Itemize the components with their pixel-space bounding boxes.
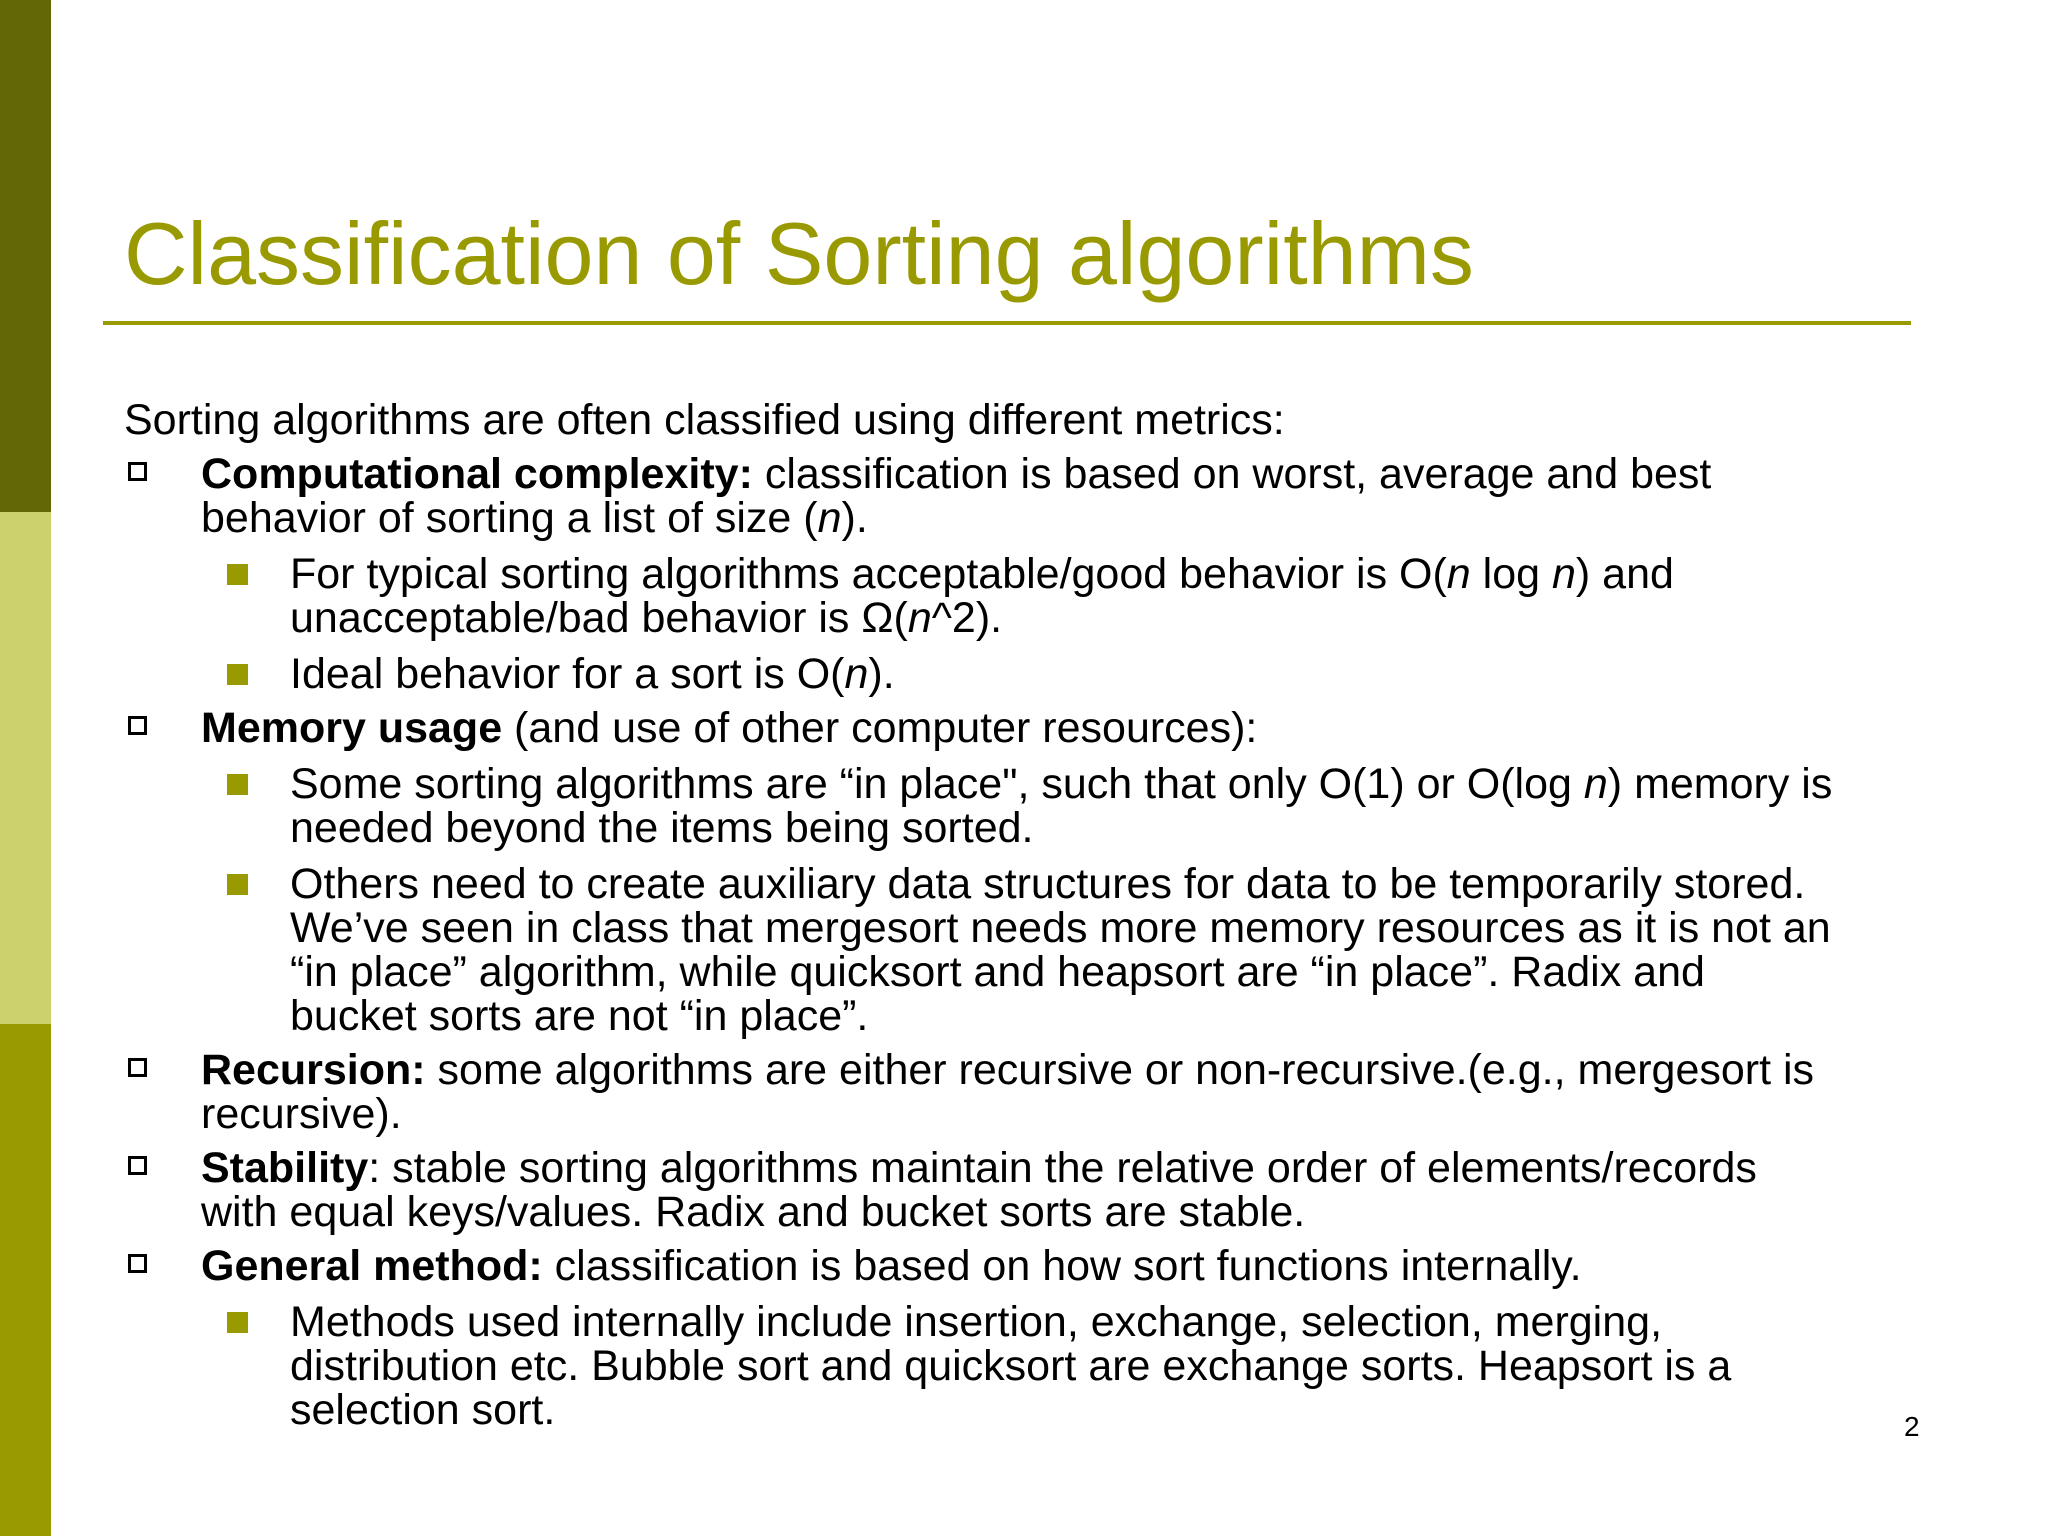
sub-bullet-text: Ideal behavior for a sort is O(	[290, 650, 845, 698]
filled-square-bullet-icon	[227, 874, 248, 895]
slide-title: Classification of Sorting algorithms	[124, 204, 1474, 303]
sub-bullet-line	[290, 652, 1924, 696]
bullet-line	[201, 496, 1924, 540]
bullet-text: classification is based on worst, average and best	[752, 450, 1712, 498]
bullet-heading: Computational complexity:	[201, 450, 753, 498]
sub-bullet-line: bucket sorts are not “in place”.	[290, 992, 869, 1040]
sub-bullet-text: ^2).	[931, 594, 1003, 642]
sub-bullet-line: Others need to create auxiliary data structures for data to be temporarily stored.	[290, 860, 1806, 908]
intro-text: Sorting algorithms are often classified using different metrics:	[124, 396, 1285, 444]
left-bar-light	[0, 512, 51, 1024]
bullet-heading: Memory usage	[201, 704, 503, 752]
filled-square-bullet-icon	[227, 664, 248, 685]
left-bar-dark	[0, 0, 51, 512]
bullet-heading: Stability	[201, 1144, 369, 1192]
bullet-memory-usage	[124, 706, 1924, 750]
sub-bullet-line: needed beyond the items being sorted.	[290, 804, 1034, 852]
sub-bullet-line: “in place” algorithm, while quicksort and heapsort are “in place”. Radix and	[290, 948, 1705, 996]
page-number: 2	[1904, 1411, 1920, 1442]
sub-bullet-line: selection sort.	[290, 1386, 556, 1434]
bullet-line	[201, 1048, 1924, 1092]
sub-bullet-text: Some sorting algorithms are “in place", such that only O(1) or O(log	[290, 760, 1584, 808]
filled-square-bullet-icon	[227, 1312, 248, 1333]
sub-bullet-line	[290, 762, 1924, 806]
bullet-line	[201, 706, 1924, 750]
hollow-square-bullet-icon	[128, 1156, 147, 1175]
bullet-text: : stable sorting algorithms maintain the relative order of elements/records	[368, 1144, 1757, 1192]
hollow-square-bullet-icon	[128, 462, 147, 481]
left-bar-olive	[0, 1024, 51, 1536]
bullet-text: (and use of other computer resources):	[502, 704, 1258, 752]
math-variable: n	[1551, 550, 1576, 598]
sub-bullet-text: ) and	[1575, 550, 1674, 598]
bullet-computational-complexity	[124, 452, 1924, 540]
sub-bullet-text: unacceptable/bad behavior is Ω(	[290, 594, 908, 642]
filled-square-bullet-icon	[227, 774, 248, 795]
sub-bullet-line: distribution etc. Bubble sort and quicksort are exchange sorts. Heapsort is a	[290, 1342, 1732, 1390]
hollow-square-bullet-icon	[128, 716, 147, 735]
bullet-text: classification is based on how sort functions internally.	[542, 1242, 1582, 1290]
bullet-line	[201, 452, 1924, 496]
bullet-stability	[124, 1146, 1924, 1234]
bullet-heading: General method:	[201, 1242, 543, 1290]
sub-bullet-typical-behavior	[124, 552, 1924, 640]
bullet-line: recursive).	[201, 1090, 402, 1138]
slide-body	[124, 398, 1924, 1432]
sub-bullet-text: ).	[868, 650, 895, 698]
sub-bullet-line	[290, 596, 1924, 640]
math-variable: n	[1583, 760, 1608, 808]
sub-bullet-line: We’ve seen in class that mergesort needs more memory resources as it is not an	[290, 904, 1831, 952]
bullet-text: some algorithms are either recursive or non-recursive.(e.g., mergesort is	[425, 1046, 1815, 1094]
math-variable: n	[1446, 550, 1471, 598]
math-variable: n	[907, 594, 932, 642]
sub-bullet-in-place	[124, 762, 1924, 850]
sub-bullet-text: For typical sorting algorithms acceptable/good behavior is O(	[290, 550, 1447, 598]
bullet-line: with equal keys/values. Radix and bucket sorts are stable.	[201, 1188, 1306, 1236]
bullet-text: behavior of sorting a list of size (	[201, 494, 818, 542]
filled-square-bullet-icon	[227, 564, 248, 585]
sub-bullet-line	[290, 552, 1924, 596]
math-variable: n	[817, 494, 842, 542]
sub-bullet-text: log	[1470, 550, 1552, 598]
hollow-square-bullet-icon	[128, 1058, 147, 1077]
hollow-square-bullet-icon	[128, 1254, 147, 1273]
sub-bullet-ideal-behavior	[124, 652, 1924, 696]
bullet-line	[201, 1146, 1924, 1190]
bullet-general-method	[124, 1244, 1924, 1288]
bullet-text: ).	[841, 494, 868, 542]
bullet-recursion	[124, 1048, 1924, 1136]
bullet-heading: Recursion:	[201, 1046, 426, 1094]
sub-bullet-line: Methods used internally include insertion, exchange, selection, merging,	[290, 1298, 1663, 1346]
sub-bullet-methods	[124, 1300, 1924, 1432]
sub-bullet-auxiliary	[124, 862, 1924, 1038]
sub-bullet-text: ) memory is	[1607, 760, 1833, 808]
math-variable: n	[844, 650, 869, 698]
bullet-line	[201, 1244, 1924, 1288]
title-underline	[103, 321, 1911, 325]
